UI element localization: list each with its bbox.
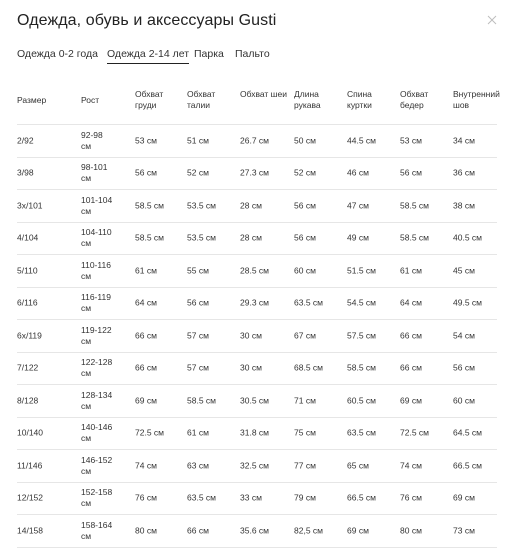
cell-waist: 57 см	[187, 362, 209, 373]
cell-hips: 69 см	[400, 395, 422, 406]
cell-inseam: 73 см	[453, 525, 475, 536]
table-row	[17, 385, 497, 418]
cell-waist: 57 см	[187, 330, 209, 341]
tab-clothing-2-14[interactable]: Одежда 2-14 лет	[107, 48, 190, 60]
cell-size: 3x/101	[17, 200, 43, 211]
table-row	[17, 255, 497, 288]
cell-chest: 80 см	[135, 525, 157, 536]
table-row	[17, 418, 497, 451]
cell-neck: 29.3 см	[240, 297, 269, 308]
tab-coat[interactable]: Пальто	[235, 48, 270, 60]
header-waist: Обхват талии	[187, 89, 216, 110]
cell-neck: 28 см	[240, 232, 262, 243]
cell-inseam: 54 см	[453, 330, 475, 341]
cell-back: 51.5 см	[347, 265, 376, 276]
cell-hips: 53 см	[400, 135, 422, 146]
cell-inseam: 60 см	[453, 395, 475, 406]
cell-waist: 55 см	[187, 265, 209, 276]
cell-neck: 30 см	[240, 362, 262, 373]
cell-hips: 56 см	[400, 167, 422, 178]
cell-height: 92-98 см	[81, 129, 103, 151]
cell-inseam: 56 см	[453, 362, 475, 373]
cell-height: 158-164 см	[81, 519, 113, 541]
cell-inseam: 66.5 см	[453, 460, 482, 471]
cell-size: 8/128	[17, 395, 39, 406]
cell-hips: 74 см	[400, 460, 422, 471]
cell-waist: 66 см	[187, 525, 209, 536]
cell-chest: 61 см	[135, 265, 157, 276]
cell-height: 122-128 см	[81, 357, 113, 379]
cell-chest: 69 см	[135, 395, 157, 406]
cell-neck: 30 см	[240, 330, 262, 341]
header-size: Размер	[17, 95, 47, 105]
cell-size: 2/92	[17, 135, 34, 146]
cell-back: 60.5 см	[347, 395, 376, 406]
cell-sleeve: 56 см	[294, 232, 316, 243]
cell-neck: 27.3 см	[240, 167, 269, 178]
cell-back: 66.5 см	[347, 492, 376, 503]
cell-size: 5/110	[17, 265, 38, 276]
table-row	[17, 320, 497, 353]
cell-inseam: 34 см	[453, 135, 475, 146]
cell-size: 6/116	[17, 297, 38, 308]
cell-inseam: 40.5 см	[453, 232, 482, 243]
cell-height: 152-158 см	[81, 487, 113, 509]
table-row	[17, 288, 497, 321]
cell-neck: 28 см	[240, 200, 262, 211]
cell-size: 12/152	[17, 492, 43, 503]
cell-neck: 32.5 см	[240, 460, 269, 471]
cell-height: 101-104 см	[81, 194, 113, 216]
cell-waist: 63 см	[187, 460, 209, 471]
header-hips: Обхват бедер	[400, 89, 429, 110]
cell-back: 49 см	[347, 232, 369, 243]
table-row	[17, 353, 497, 386]
cell-height: 140-146 см	[81, 422, 113, 444]
cell-sleeve: 52 см	[294, 167, 316, 178]
size-tabs	[17, 47, 512, 65]
cell-chest: 58.5 см	[135, 232, 164, 243]
table-row	[17, 190, 497, 223]
cell-chest: 66 см	[135, 330, 157, 341]
cell-inseam: 69 см	[453, 492, 475, 503]
cell-size: 4/104	[17, 232, 39, 243]
cell-chest: 58.5 см	[135, 200, 164, 211]
cell-size: 7/122	[17, 362, 39, 373]
cell-sleeve: 75 см	[294, 427, 316, 438]
size-table	[17, 87, 500, 548]
cell-back: 65 см	[347, 460, 369, 471]
header-neck: Обхват шеи	[240, 89, 287, 99]
cell-height: 110-116 см	[81, 259, 111, 281]
cell-sleeve: 60 см	[294, 265, 316, 276]
cell-size: 14/158	[17, 525, 43, 536]
header-back: Спина куртки	[347, 89, 372, 110]
cell-inseam: 64.5 см	[453, 427, 482, 438]
cell-hips: 76 см	[400, 492, 422, 503]
cell-back: 44.5 см	[347, 135, 376, 146]
table-row	[17, 158, 497, 191]
cell-chest: 74 см	[135, 460, 157, 471]
cell-back: 54.5 см	[347, 297, 376, 308]
cell-hips: 72.5 см	[400, 427, 429, 438]
table-row	[17, 125, 497, 158]
cell-chest: 53 см	[135, 135, 157, 146]
cell-back: 63.5 см	[347, 427, 376, 438]
cell-sleeve: 71 см	[294, 395, 316, 406]
cell-height: 98-101 см	[81, 162, 108, 184]
header-sleeve: Длина рукава	[294, 89, 321, 110]
cell-neck: 26.7 см	[240, 135, 269, 146]
cell-sleeve: 68.5 см	[294, 362, 323, 373]
cell-height: 104-110 см	[81, 227, 112, 249]
cell-sleeve: 67 см	[294, 330, 316, 341]
cell-height: 119-122 см	[81, 324, 112, 346]
table-row	[17, 223, 497, 256]
header-chest: Обхват груди	[135, 89, 164, 110]
cell-hips: 61 см	[400, 265, 422, 276]
cell-inseam: 45 см	[453, 265, 475, 276]
cell-size: 11/146	[17, 460, 43, 471]
cell-sleeve: 79 см	[294, 492, 316, 503]
cell-sleeve: 50 см	[294, 135, 316, 146]
cell-waist: 58.5 см	[187, 395, 216, 406]
cell-height: 146-152 см	[81, 454, 113, 476]
cell-back: 69 см	[347, 525, 369, 536]
header-inseam: Внутренний шов	[453, 89, 500, 110]
cell-neck: 28.5 см	[240, 265, 269, 276]
cell-back: 46 см	[347, 167, 369, 178]
cell-hips: 66 см	[400, 330, 422, 341]
cell-hips: 80 см	[400, 525, 422, 536]
cell-height: 128-134 см	[81, 389, 113, 411]
cell-hips: 58.5 см	[400, 200, 429, 211]
header-height: Рост	[81, 95, 100, 105]
cell-waist: 61 см	[187, 427, 209, 438]
cell-sleeve: 82,5 см	[294, 525, 323, 536]
cell-sleeve: 63.5 см	[294, 297, 323, 308]
cell-back: 47 см	[347, 200, 369, 211]
cell-neck: 31.8 см	[240, 427, 269, 438]
cell-waist: 53.5 см	[187, 232, 216, 243]
cell-chest: 72.5 см	[135, 427, 164, 438]
close-icon[interactable]	[486, 14, 498, 26]
cell-sleeve: 56 см	[294, 200, 316, 211]
tab-parka[interactable]: Парка	[194, 48, 224, 60]
cell-sleeve: 77 см	[294, 460, 316, 471]
cell-chest: 76 см	[135, 492, 157, 503]
cell-waist: 63.5 см	[187, 492, 216, 503]
cell-back: 57.5 см	[347, 330, 376, 341]
cell-waist: 56 см	[187, 297, 209, 308]
cell-inseam: 38 см	[453, 200, 475, 211]
cell-height: 116-119 см	[81, 292, 111, 314]
cell-inseam: 49.5 см	[453, 297, 482, 308]
cell-neck: 30.5 см	[240, 395, 269, 406]
table-row	[17, 450, 497, 483]
cell-hips: 66 см	[400, 362, 422, 373]
cell-hips: 64 см	[400, 297, 422, 308]
cell-chest: 56 см	[135, 167, 157, 178]
cell-size: 6x/119	[17, 330, 42, 341]
cell-inseam: 36 см	[453, 167, 475, 178]
cell-neck: 35.6 см	[240, 525, 269, 536]
cell-hips: 58.5 см	[400, 232, 429, 243]
table-header-row	[17, 87, 500, 125]
table-row	[17, 515, 497, 548]
cell-back: 58.5 см	[347, 362, 376, 373]
cell-neck: 33 см	[240, 492, 262, 503]
modal-title: Одежда, обувь и аксессуары Gusti	[17, 12, 277, 29]
table-body	[17, 125, 497, 548]
cell-chest: 66 см	[135, 362, 157, 373]
cell-waist: 53.5 см	[187, 200, 216, 211]
tab-clothing-0-2[interactable]: Одежда 0-2 года	[17, 48, 98, 60]
cell-size: 10/140	[17, 427, 43, 438]
table-row	[17, 483, 497, 516]
cell-chest: 64 см	[135, 297, 157, 308]
cell-waist: 52 см	[187, 167, 209, 178]
cell-size: 3/98	[17, 167, 34, 178]
cell-waist: 51 см	[187, 135, 209, 146]
